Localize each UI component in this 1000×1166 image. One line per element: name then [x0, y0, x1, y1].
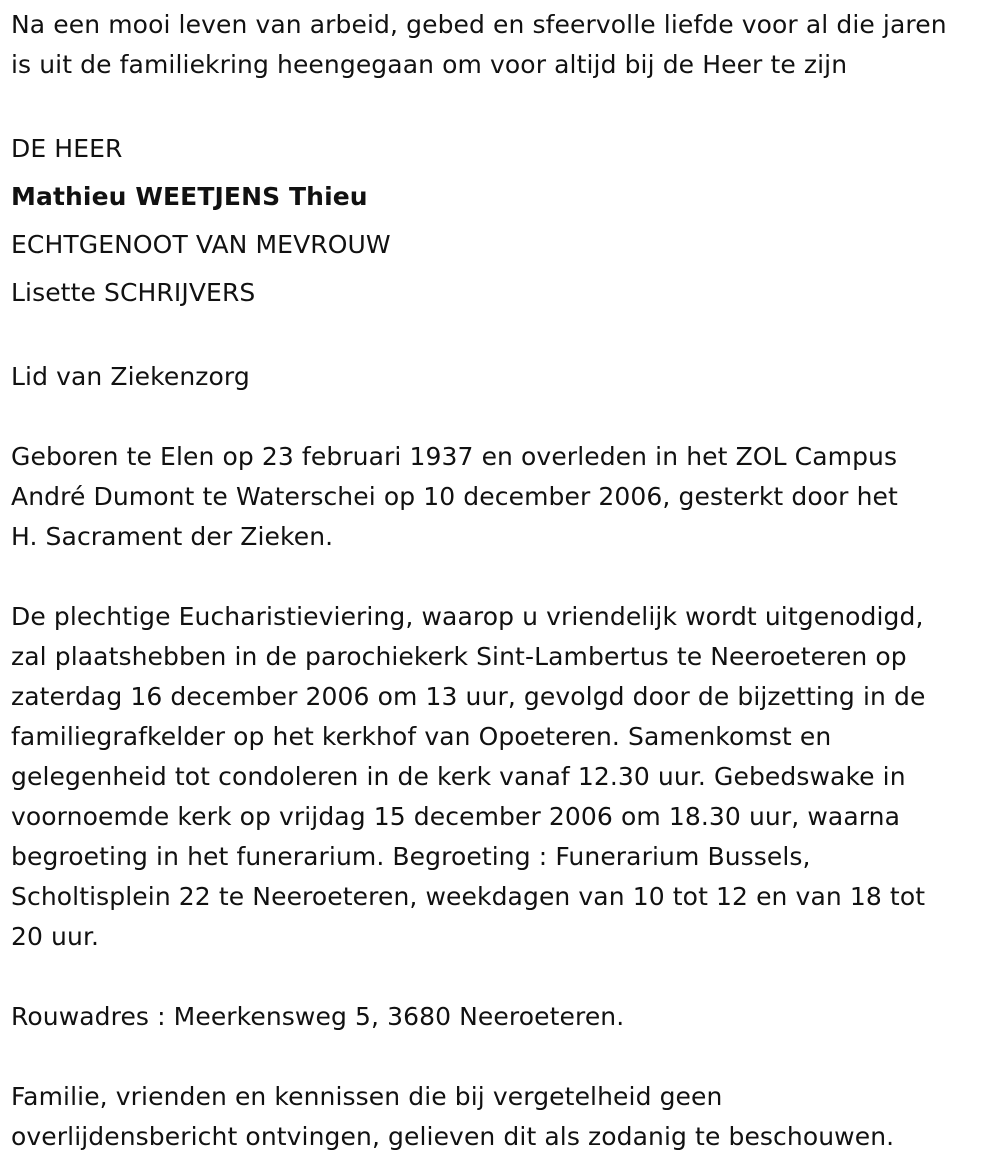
ceremony-line-8: Scholtisplein 22 te Neeroeteren, weekdagen van 10 tot 12 en van 18 tot — [11, 882, 926, 911]
closing-line-1: Familie, vrienden en kennissen die bij vergetelheid geen — [11, 1082, 723, 1111]
ceremony-line-2: zal plaatshebben in de parochiekerk Sint-Lambertus te Neeroeteren op — [11, 642, 907, 671]
birth-death-line-1: Geboren te Elen op 23 februari 1937 en overleden in het ZOL Campus — [11, 442, 898, 471]
membership: Lid van Ziekenzorg — [11, 362, 250, 391]
person-title: DE HEER — [11, 134, 123, 163]
birth-death-paragraph — [11, 437, 996, 557]
ceremony-line-5: gelegenheid tot condoleren in de kerk vanaf 12.30 uur. Gebedswake in — [11, 762, 906, 791]
closing-line-2: overlijdensbericht ontvingen, gelieven dit als zodanig te beschouwen. — [11, 1122, 895, 1151]
spacer — [11, 397, 996, 437]
spacer — [11, 317, 996, 357]
closing-paragraph — [11, 1077, 996, 1157]
ceremony-paragraph — [11, 597, 996, 957]
spouse-label: ECHTGENOOT VAN MEVROUW — [11, 230, 391, 259]
intro-paragraph — [11, 5, 996, 85]
birth-death-line-3: H. Sacrament der Zieken. — [11, 522, 334, 551]
intro-line-1: Na een mooi leven van arbeid, gebed en sfeervolle liefde voor al die jaren — [11, 10, 947, 39]
obituary-notice — [11, 5, 996, 1157]
spacer — [11, 85, 996, 125]
ceremony-line-6: voornoemde kerk op vrijdag 15 december 2006 om 18.30 uur, waarna — [11, 802, 901, 831]
spacer — [11, 1037, 996, 1077]
ceremony-line-3: zaterdag 16 december 2006 om 13 uur, gevolgd door de bijzetting in de — [11, 682, 926, 711]
person-block — [11, 125, 996, 317]
mourning-address: Rouwadres : Meerkensweg 5, 3680 Neeroeteren. — [11, 1002, 625, 1031]
person-name: Mathieu WEETJENS Thieu — [11, 182, 368, 211]
ceremony-line-7: begroeting in het funerarium. Begroeting : Funerarium Bussels, — [11, 842, 811, 871]
birth-death-line-2: André Dumont te Waterschei op 10 december 2006, gesterkt door het — [11, 482, 898, 511]
spouse-name: Lisette SCHRIJVERS — [11, 278, 256, 307]
spacer — [11, 557, 996, 597]
ceremony-line-9: 20 uur. — [11, 922, 100, 951]
spacer — [11, 957, 996, 997]
ceremony-line-1: De plechtige Eucharistieviering, waarop u vriendelijk wordt uitgenodigd, — [11, 602, 924, 631]
intro-line-2: is uit de familiekring heengegaan om voor altijd bij de Heer te zijn — [11, 50, 848, 79]
ceremony-line-4: familiegrafkelder op het kerkhof van Opoeteren. Samenkomst en — [11, 722, 832, 751]
